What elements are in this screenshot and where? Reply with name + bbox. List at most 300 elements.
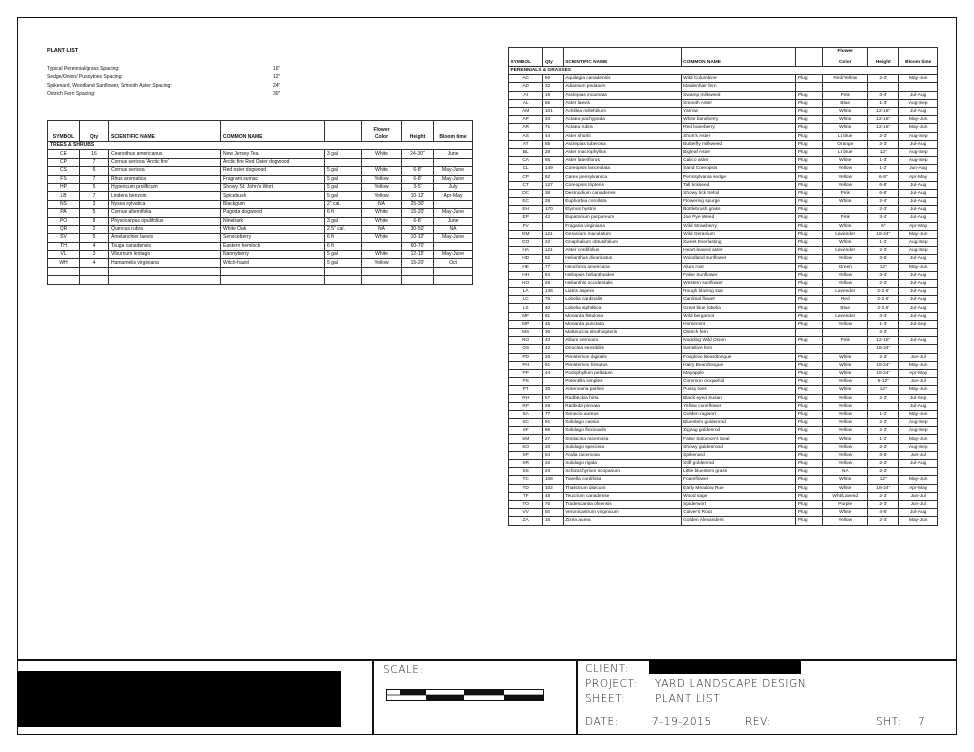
cell-qty: 22 bbox=[543, 238, 563, 246]
cell-flower-color: Lt blue bbox=[823, 148, 868, 156]
cell-bloom-time bbox=[899, 329, 938, 337]
cell-qty: 3 bbox=[80, 200, 109, 208]
sheet-label: SHEET: bbox=[585, 693, 626, 705]
cell-scientific-name: Coreopsis tripteris bbox=[563, 181, 681, 189]
cell-common-name: Showy goldenrood bbox=[681, 443, 796, 451]
cell-qty bbox=[543, 222, 563, 230]
cell-common-name: Pennsylvania sedge bbox=[681, 173, 796, 181]
cell-scientific-name: Rudbeckia hirta bbox=[563, 394, 681, 402]
cell-symbol: CT bbox=[509, 181, 543, 189]
cell-scientific-name: Aster shortii bbox=[563, 132, 681, 140]
client-redaction bbox=[649, 660, 801, 674]
cell-scientific-name: Penstemon digitalis bbox=[563, 353, 681, 361]
cell-symbol: MP bbox=[509, 320, 543, 328]
cell-qty: 4 bbox=[80, 259, 109, 267]
cell-flower-color: Yellow bbox=[823, 402, 868, 410]
table-row bbox=[509, 402, 938, 410]
cell-symbol: HP bbox=[48, 183, 80, 191]
table-row bbox=[509, 484, 938, 492]
cell-bloom-time: May-Jun bbox=[899, 124, 938, 132]
spacing-value: 30" bbox=[273, 91, 281, 98]
cell-common-name: Hairy Beardtongue bbox=[681, 361, 796, 369]
cell-qty: 40 bbox=[543, 304, 563, 312]
cell-flower-color: Lavender bbox=[823, 247, 868, 255]
table-row bbox=[509, 255, 938, 263]
cell-symbol: LS bbox=[509, 304, 543, 312]
cell-height: 6-8" bbox=[868, 173, 899, 181]
cell-height: 2-2.5' bbox=[868, 288, 899, 296]
cell-bloom-time: Jul-Aug bbox=[899, 189, 938, 197]
col-flower-color: Flower Color bbox=[362, 121, 402, 142]
cell-height: 60-70' bbox=[402, 242, 434, 250]
cell-size bbox=[325, 158, 362, 166]
date-value: 7-19-2015 bbox=[652, 716, 712, 728]
cell-common-name: Pussy toes bbox=[681, 386, 796, 394]
cell-height: 2-3' bbox=[868, 517, 899, 525]
cell-flower-color: Yellow bbox=[823, 271, 868, 279]
cell-scientific-name: Thalictrum dioicum bbox=[563, 484, 681, 492]
cell-flower-color: White bbox=[362, 150, 402, 158]
cell-height bbox=[868, 83, 899, 91]
cell-bloom-time: May-Jun bbox=[899, 361, 938, 369]
cell-bloom-time: May-Jun bbox=[899, 435, 938, 443]
spacing-notes bbox=[47, 65, 471, 99]
cell-qty: 7 bbox=[80, 175, 109, 183]
col-common-name: COMMON NAME bbox=[681, 55, 796, 67]
cell-size: Plug bbox=[796, 157, 823, 165]
cell-bloom-time: Jul-Aug bbox=[899, 288, 938, 296]
table-row bbox=[509, 509, 938, 517]
cell-scientific-name: Helianthus divaricatus bbox=[563, 255, 681, 263]
cell-common-name: Yellow coneflower bbox=[681, 402, 796, 410]
cell-flower-color: Yellow bbox=[823, 517, 868, 525]
cell-symbol: PH bbox=[509, 361, 543, 369]
cell-qty: 28 bbox=[543, 198, 563, 206]
cell-qty: 91 bbox=[543, 419, 563, 427]
title-block-divider-2 bbox=[576, 659, 578, 735]
cell-common-name: Bottlebrush grass bbox=[681, 206, 796, 214]
cell-bloom-time: Jul-Aug bbox=[899, 206, 938, 214]
cell-flower-color bbox=[823, 83, 868, 91]
table-row bbox=[48, 200, 473, 208]
sheet-value: PLANT LIST bbox=[655, 693, 721, 705]
cell-symbol: AC bbox=[509, 75, 543, 83]
cell-height: 15-20' bbox=[402, 259, 434, 267]
section-label: PERENNIALS & GRASSES bbox=[509, 67, 938, 75]
cell-height: 12" bbox=[868, 148, 899, 156]
cell-size: Plug bbox=[796, 247, 823, 255]
cell-size: 2.5" cal. bbox=[325, 225, 362, 233]
cell-height: 18-24" bbox=[868, 361, 899, 369]
cell-symbol: SF bbox=[509, 427, 543, 435]
cell-symbol: SV bbox=[48, 234, 80, 242]
cell-qty: 77 bbox=[543, 263, 563, 271]
cell-bloom-time: NA bbox=[434, 225, 473, 233]
cell-common-name: Spicebush bbox=[221, 192, 325, 200]
table-row bbox=[509, 410, 938, 418]
cell-bloom-time: May-Jun bbox=[899, 75, 938, 83]
cell-flower-color: Red/Yellow bbox=[823, 75, 868, 83]
cell-bloom-time: Aug-Sep bbox=[899, 443, 938, 451]
cell-flower-color: Lavender bbox=[823, 288, 868, 296]
cell-scientific-name: Senecio aureus bbox=[563, 410, 681, 418]
col-qty: Qty bbox=[543, 55, 563, 67]
cell-qty: 91 bbox=[543, 361, 563, 369]
table-row bbox=[509, 443, 938, 451]
cell-flower-color: Yellow bbox=[823, 394, 868, 402]
cell-qty: 34 bbox=[543, 116, 563, 124]
table-row bbox=[509, 345, 938, 353]
cell-size: Plug bbox=[796, 288, 823, 296]
title-block-top-line bbox=[17, 659, 957, 661]
cell-scientific-name: Veronicastrum virginicum bbox=[563, 509, 681, 517]
cell-flower-color: Yellow bbox=[823, 451, 868, 459]
cell-common-name: Wild Strawberry bbox=[681, 222, 796, 230]
cell-common-name: Mayapple bbox=[681, 369, 796, 377]
col-qty: Qty bbox=[80, 121, 109, 142]
cell-common-name: Maidenhair fern bbox=[681, 83, 796, 91]
cell-bloom-time: Jul-Aug bbox=[899, 312, 938, 320]
table-row bbox=[509, 83, 938, 91]
table-row bbox=[509, 222, 938, 230]
cell-size: Plug bbox=[796, 509, 823, 517]
table-row bbox=[48, 150, 473, 158]
empty-row bbox=[48, 267, 473, 275]
cell-scientific-name: Helianthis occidentalis bbox=[563, 279, 681, 287]
cell-symbol: QR bbox=[48, 225, 80, 233]
cell-size: Plug bbox=[796, 279, 823, 287]
cell-height: 2-3' bbox=[868, 443, 899, 451]
cell-flower-color: White bbox=[823, 198, 868, 206]
cell-size: Plug bbox=[796, 312, 823, 320]
cell-height: 1-3' bbox=[868, 99, 899, 107]
cell-flower-color: White bbox=[823, 484, 868, 492]
cell-common-name: New Jersey Tea bbox=[221, 150, 325, 158]
cell-height: 3-4' bbox=[868, 312, 899, 320]
cell-qty: 7 bbox=[80, 192, 109, 200]
cell-qty: 98 bbox=[543, 427, 563, 435]
cell-scientific-name: Aster lateriflorus bbox=[563, 157, 681, 165]
cell-symbol: CP bbox=[48, 158, 80, 166]
cell-scientific-name: Ratibida pinnata bbox=[563, 402, 681, 410]
cell-height bbox=[402, 158, 434, 166]
table-row bbox=[509, 492, 938, 500]
cell-scientific-name: Monarda fistulosa bbox=[563, 312, 681, 320]
cell-common-name: Early Meadow Rue bbox=[681, 484, 796, 492]
cell-qty: 44 bbox=[543, 369, 563, 377]
cell-bloom-time: Jul-Aug bbox=[899, 509, 938, 517]
cell-qty: 16 bbox=[543, 517, 563, 525]
cell-symbol: WH bbox=[48, 259, 80, 267]
cell-scientific-name: Coreopsis lanceolata bbox=[563, 165, 681, 173]
table-row bbox=[509, 517, 938, 525]
table-row bbox=[48, 242, 473, 250]
table-row bbox=[509, 427, 938, 435]
cell-bloom-time: Jul-Sep bbox=[899, 394, 938, 402]
cell-height: 12-18" bbox=[868, 124, 899, 132]
cell-symbol: SR bbox=[509, 460, 543, 468]
cell-size: 6 ft bbox=[325, 209, 362, 217]
cell-height: 2-3' bbox=[868, 427, 899, 435]
table-row bbox=[509, 140, 938, 148]
cell-common-name: Wood sage bbox=[681, 492, 796, 500]
cell-scientific-name: Antennaria parlinii bbox=[563, 386, 681, 394]
cell-scientific-name: Carex pensylvanica bbox=[563, 173, 681, 181]
cell-qty: 23 bbox=[543, 468, 563, 476]
cell-bloom-time: Jul-Aug bbox=[899, 91, 938, 99]
cell-symbol: CL bbox=[509, 165, 543, 173]
cell-height: 2-3' bbox=[868, 329, 899, 337]
cell-qty: 102 bbox=[543, 484, 563, 492]
cell-qty: 5 bbox=[80, 209, 109, 217]
cell-flower-color: White bbox=[823, 369, 868, 377]
cell-bloom-time: July bbox=[434, 183, 473, 191]
cell-common-name: Swamp milkweed bbox=[681, 91, 796, 99]
cell-scientific-name: Smilacina racemosa bbox=[563, 435, 681, 443]
cell-bloom-time: May-June bbox=[434, 209, 473, 217]
cell-qty: 36 bbox=[543, 329, 563, 337]
cell-scientific-name: Schizachyrium scoparium bbox=[563, 468, 681, 476]
cell-qty: 54 bbox=[543, 451, 563, 459]
cell-qty: 5 bbox=[80, 183, 109, 191]
cell-flower-color: Yellow bbox=[823, 427, 868, 435]
cell-qty: 6 bbox=[80, 167, 109, 175]
cell-height: 3-4' bbox=[868, 91, 899, 99]
cell-size: 2" cal. bbox=[325, 200, 362, 208]
cell-symbol: TH bbox=[48, 242, 80, 250]
col-size bbox=[796, 55, 823, 67]
table-row bbox=[509, 386, 938, 394]
cell-flower-color: NA bbox=[362, 200, 402, 208]
sheet-number-value: 7 bbox=[918, 716, 926, 728]
cell-common-name: Woodland sunflower bbox=[681, 255, 796, 263]
table-row bbox=[509, 132, 938, 140]
cell-bloom-time: Jun-Jul bbox=[899, 500, 938, 508]
cell-bloom-time: Jun-Jul bbox=[899, 353, 938, 361]
cell-size: Plug bbox=[796, 91, 823, 99]
cell-size: Plug bbox=[796, 255, 823, 263]
cell-common-name: Golden Alexanders bbox=[681, 517, 796, 525]
cell-scientific-name: Tiarella cordifolia bbox=[563, 476, 681, 484]
cell-qty: 50 bbox=[543, 509, 563, 517]
table-row bbox=[509, 361, 938, 369]
col-bloom-time: Bloom time bbox=[434, 121, 473, 142]
cell-height: 10-12' bbox=[402, 234, 434, 242]
cell-bloom-time: May-Jun bbox=[899, 517, 938, 525]
cell-common-name: Calico aster bbox=[681, 157, 796, 165]
cell-bloom-time: Aug-Sep bbox=[899, 247, 938, 255]
cell-qty: 121 bbox=[543, 247, 563, 255]
cell-flower-color: White bbox=[823, 361, 868, 369]
plant-list-header bbox=[47, 48, 471, 99]
cell-flower-color: Yellow bbox=[362, 192, 402, 200]
section-row bbox=[48, 142, 473, 150]
cell-symbol: HD bbox=[509, 255, 543, 263]
table-row bbox=[509, 263, 938, 271]
scale-bar-graphic bbox=[386, 689, 544, 701]
cell-common-name: False Solomon's Seal bbox=[681, 435, 796, 443]
cell-flower-color: Pink bbox=[823, 337, 868, 345]
table-row bbox=[48, 175, 473, 183]
cell-bloom-time: Apr-May bbox=[899, 222, 938, 230]
cell-bloom-time: May-Jun bbox=[899, 230, 938, 238]
cell-scientific-name: Hypericum prolificum bbox=[109, 183, 221, 191]
cell-height: 2-2.5' bbox=[868, 304, 899, 312]
cell-bloom-time: Aug-Sep bbox=[899, 148, 938, 156]
cell-qty: 45 bbox=[543, 320, 563, 328]
spacing-value: 12" bbox=[273, 74, 281, 81]
cell-scientific-name: Cornus sericea 'Arctic fire' bbox=[109, 158, 221, 166]
cell-flower-color: White bbox=[362, 251, 402, 259]
table-row bbox=[509, 337, 938, 345]
cell-bloom-time: May-Jun bbox=[899, 116, 938, 124]
cell-qty: 42 bbox=[543, 214, 563, 222]
spacing-row bbox=[47, 82, 471, 90]
col-flower-label: Flower bbox=[823, 48, 868, 56]
cell-flower-color: Blue bbox=[823, 304, 868, 312]
cell-symbol: EC bbox=[509, 198, 543, 206]
cell-height: 1-2' bbox=[868, 435, 899, 443]
table-row bbox=[509, 296, 938, 304]
cell-bloom-time: Jul-Aug bbox=[899, 279, 938, 287]
cell-common-name: Bigleaf Aster bbox=[681, 148, 796, 156]
cell-flower-color: Yellow bbox=[823, 378, 868, 386]
section-label: TREES & SHRUBS bbox=[48, 142, 473, 150]
cell-qty: 32 bbox=[543, 83, 563, 91]
cell-common-name: Yarrow bbox=[681, 107, 796, 115]
table-row bbox=[509, 329, 938, 337]
cell-size: 5 gal bbox=[325, 192, 362, 200]
cell-qty: 43 bbox=[543, 337, 563, 345]
cell-flower-color: White bbox=[362, 167, 402, 175]
cell-height: 3-4' bbox=[868, 214, 899, 222]
cell-qty: 101 bbox=[543, 107, 563, 115]
cell-flower-color: Yellow bbox=[823, 165, 868, 173]
cell-symbol: RH bbox=[509, 394, 543, 402]
table-row bbox=[48, 158, 473, 166]
cell-scientific-name: Gnaphalium obtusifolium bbox=[563, 238, 681, 246]
cell-bloom-time: Apr-May bbox=[899, 484, 938, 492]
cell-symbol: MS bbox=[509, 329, 543, 337]
cell-size: Plug bbox=[796, 476, 823, 484]
cell-size: Plug bbox=[796, 189, 823, 197]
cell-height: 2-3' bbox=[868, 206, 899, 214]
cell-bloom-time: Aug-Sep bbox=[899, 157, 938, 165]
cell-qty: 85 bbox=[543, 140, 563, 148]
cell-qty: 108 bbox=[543, 476, 563, 484]
cell-common-name: Nannyberry bbox=[221, 251, 325, 259]
cell-qty: 16 bbox=[80, 150, 109, 158]
cell-common-name: Bluestem goldenrod bbox=[681, 419, 796, 427]
cell-qty: 3 bbox=[80, 251, 109, 259]
client-label: CLIENT: bbox=[585, 663, 629, 675]
cell-common-name: Common cinquefoil bbox=[681, 378, 796, 386]
cell-scientific-name: Aster cordifolius bbox=[563, 247, 681, 255]
cell-symbol: SC bbox=[509, 419, 543, 427]
cell-size: Plug bbox=[796, 198, 823, 206]
cell-height: 6-8' bbox=[402, 167, 434, 175]
cell-qty: 62 bbox=[543, 255, 563, 263]
cell-qty: 38 bbox=[543, 189, 563, 197]
cell-scientific-name: Cornus alternifolia bbox=[109, 209, 221, 217]
cell-flower-color: White bbox=[823, 435, 868, 443]
cell-qty: 8 bbox=[80, 217, 109, 225]
cell-common-name: Smooth Aster bbox=[681, 99, 796, 107]
cell-common-name: Culver's Root bbox=[681, 509, 796, 517]
cell-qty: 71 bbox=[543, 124, 563, 132]
table-row bbox=[509, 247, 938, 255]
cell-flower-color: White bbox=[362, 209, 402, 217]
cell-size: 5 gal bbox=[325, 175, 362, 183]
cell-bloom-time: Jul-Aug bbox=[899, 214, 938, 222]
cell-flower-color: Yellow bbox=[823, 279, 868, 287]
cell-size: Plug bbox=[796, 75, 823, 83]
cell-bloom-time: Aug-Sep bbox=[899, 238, 938, 246]
cell-symbol: RP bbox=[509, 402, 543, 410]
cell-qty: 27 bbox=[543, 435, 563, 443]
table-row bbox=[509, 378, 938, 386]
cell-symbol: DC bbox=[509, 189, 543, 197]
cell-bloom-time: Jul-Aug bbox=[899, 255, 938, 263]
cell-height: 6-8' bbox=[868, 189, 899, 197]
cell-bloom-time: May-Jun bbox=[899, 386, 938, 394]
cell-qty: 2 bbox=[80, 225, 109, 233]
cell-qty: 65 bbox=[543, 157, 563, 165]
cell-flower-color: Yellow bbox=[823, 255, 868, 263]
cell-scientific-name: Euphorbia corollata bbox=[563, 198, 681, 206]
cell-symbol: CE bbox=[48, 150, 80, 158]
cell-common-name: Arctic fire Red Osier dogwood bbox=[221, 158, 325, 166]
cell-scientific-name: Physocarpus opulifolius bbox=[109, 217, 221, 225]
table-row bbox=[509, 320, 938, 328]
cell-scientific-name: Actaea rubra bbox=[563, 124, 681, 132]
cell-flower-color: Yellow bbox=[362, 259, 402, 267]
cell-size: Plug bbox=[796, 173, 823, 181]
cell-common-name: False Sunflower bbox=[681, 271, 796, 279]
cell-symbol: AT bbox=[509, 140, 543, 148]
cell-scientific-name: Adiantum pedatum bbox=[563, 83, 681, 91]
cell-flower-color: Orange bbox=[823, 140, 868, 148]
cell-size: Plug bbox=[796, 427, 823, 435]
cell-symbol: PO bbox=[48, 217, 80, 225]
col-flower-color: Color bbox=[823, 55, 868, 67]
logo-block bbox=[17, 671, 341, 727]
cell-common-name: Western sunflower bbox=[681, 279, 796, 287]
cell-symbol: PA bbox=[48, 209, 80, 217]
cell-flower-color: White bbox=[823, 509, 868, 517]
cell-flower-color: Yellow bbox=[362, 175, 402, 183]
cell-bloom-time: Apr-May bbox=[434, 192, 473, 200]
cell-qty: 75 bbox=[543, 296, 563, 304]
cell-qty: 77 bbox=[543, 410, 563, 418]
cell-scientific-name: Eupatorium purpureum bbox=[563, 214, 681, 222]
cell-size bbox=[796, 329, 823, 337]
cell-common-name: Ninebark bbox=[221, 217, 325, 225]
title-block-divider-1 bbox=[372, 659, 374, 735]
cell-height: 18-24" bbox=[868, 230, 899, 238]
cell-height: 6-8' bbox=[868, 181, 899, 189]
cell-height: 12" bbox=[868, 386, 899, 394]
cell-symbol: NS bbox=[48, 200, 80, 208]
cell-bloom-time: June bbox=[434, 150, 473, 158]
cell-size: Plug bbox=[796, 181, 823, 189]
cell-qty: 28 bbox=[543, 148, 563, 156]
cell-bloom-time: Aug-Sep bbox=[899, 99, 938, 107]
cell-height: 2-3' bbox=[868, 140, 899, 148]
cell-common-name: Foxglove Beardtongue bbox=[681, 353, 796, 361]
cell-qty: 20 bbox=[543, 443, 563, 451]
cell-symbol: HE bbox=[509, 263, 543, 271]
